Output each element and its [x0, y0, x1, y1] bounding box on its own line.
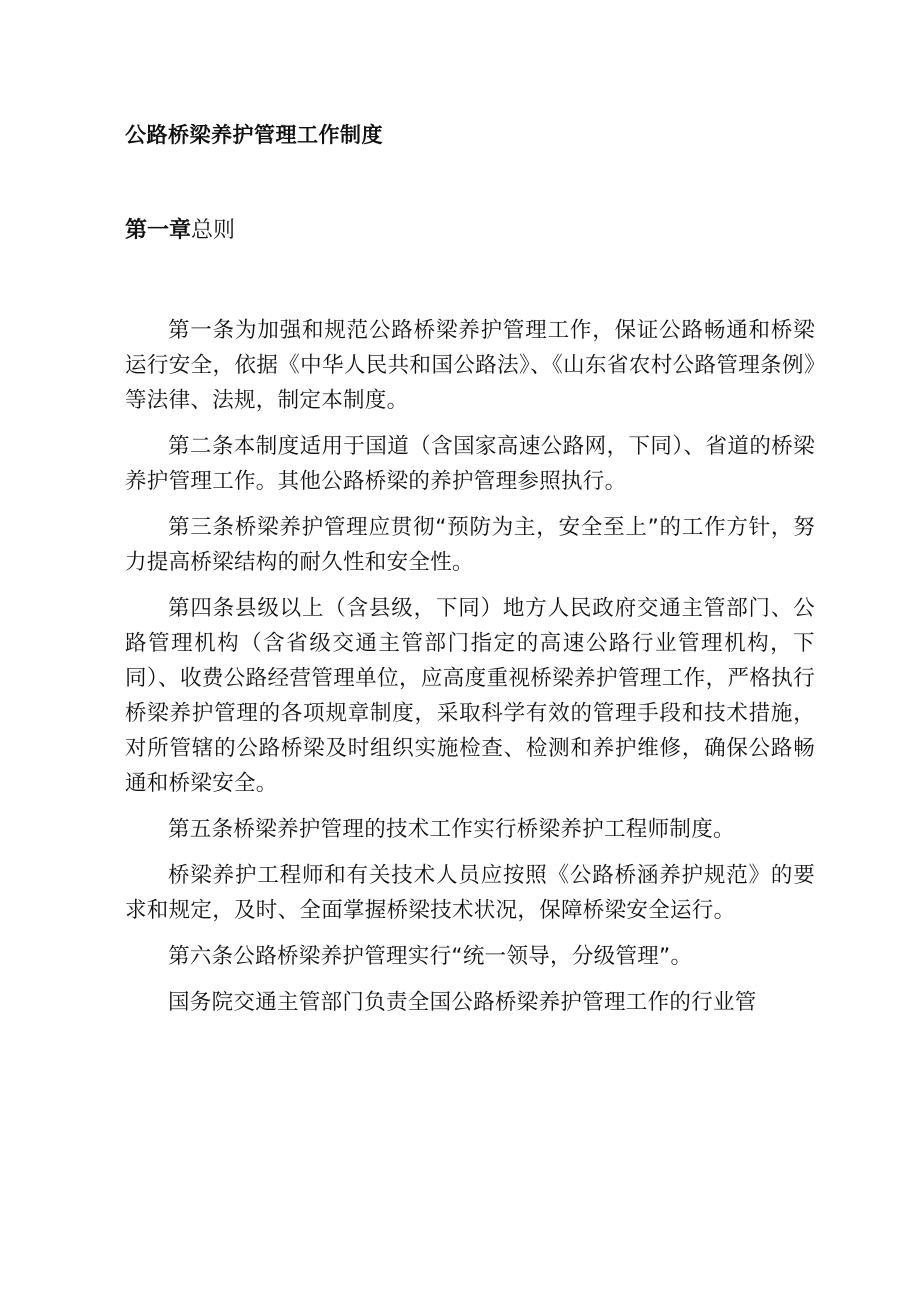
article-2-paragraph: 第二条本制度适用于国道（含国家高速公路网，下同）、省道的桥梁养护管理工作。其他公路桥梁的养护管理参照执行。: [125, 434, 815, 494]
chapter-heading: [125, 213, 235, 249]
article-1-paragraph: 第一条为加强和规范公路桥梁养护管理工作，保证公路畅通和桥梁运行安全，依据《中华人民共和国公路法》、《山东省农村公路管理条例》等法律、法规，制定本制度。: [125, 318, 815, 413]
article-6-sub-paragraph: 国务院交通主管部门负责全国公路桥梁养护管理工作的行业管: [168, 990, 757, 1015]
document-title: 公路桥梁养护管理工作制度: [125, 123, 383, 147]
chapter-name: 总则: [191, 218, 236, 243]
article-6-paragraph: 第六条公路桥梁养护管理实行“统一领导，分级管理”。: [168, 944, 693, 969]
article-4-paragraph: 第四条县级以上（含县级，下同）地方人民政府交通主管部门、公路管理机构（含省级交通主管部门指定的高速公路行业管理机构，下同）、收费公路经营管理单位，应高度重视桥梁养护管理工作，严格执行桥梁养护管理的各项规章制度，采取科学有效的管理手段和技术措施，对所管辖的公路桥梁及时组织实施检查、检测和养护维修，确保公路畅通和桥梁安全。: [125, 596, 815, 796]
article-5-sub-paragraph: 桥梁养护工程师和有关技术人员应按照《公路桥涵养护规范》的要求和规定，及时、全面掌握桥梁技术状况，保障桥梁安全运行。: [125, 863, 815, 923]
document-body: [125, 313, 815, 1020]
article-3-paragraph: 第三条桥梁养护管理应贯彻“预防为主，安全至上”的工作方针，努力提高桥梁结构的耐久性和安全性。: [125, 515, 815, 575]
article-5-paragraph: 第五条桥梁养护管理的技术工作实行桥梁养护工程师制度。: [168, 817, 735, 842]
chapter-number: 第一章: [125, 218, 192, 243]
